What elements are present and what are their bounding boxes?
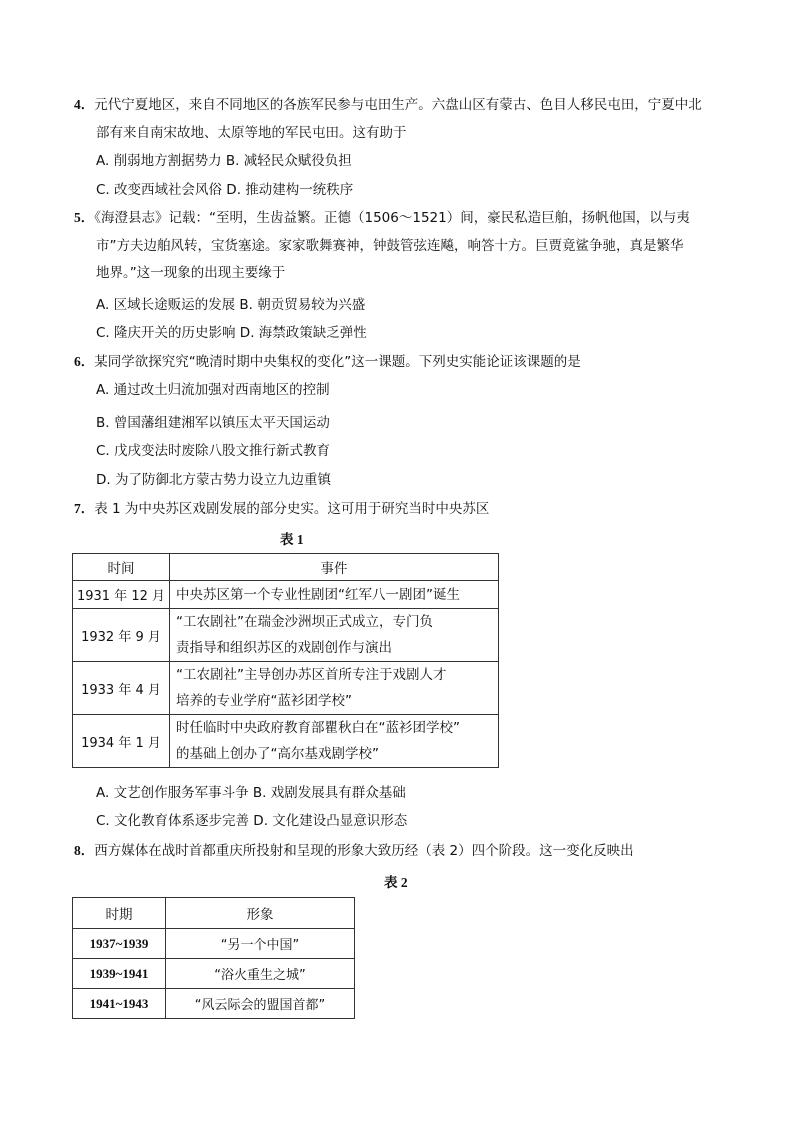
question-8-stem-line1: 8．西方媒体在战时首都重庆所投射和呈现的形象大致历经（表 2）四个阶段。这一变化反映出: [74, 843, 634, 859]
question-5-stem-line2: 市”方夫边舶风转，宝货塞途。家家歌舞赛神，钟鼓管弦连飚，响答十方。巨贾竟鲨争驰，真是繁华: [96, 238, 684, 254]
table-2-caption: 表 2: [384, 875, 408, 890]
question-5-stem-line3: 地界。”这一现象的出现主要缘于: [96, 265, 286, 281]
table-2-period-cell: 1941~1943: [73, 989, 166, 1019]
table-2-period-cell: 1937~1939: [73, 929, 166, 959]
table-1-time-cell: 1932 年 9 月: [73, 609, 170, 662]
table-1: [72, 553, 499, 768]
question-4-options-ab: A. 削弱地方割据势力 B. 减轻民众赋役负担: [96, 153, 352, 169]
question-6-option-a: A. 通过改土归流加强对西南地区的控制: [96, 382, 330, 398]
question-5-number: 5．: [74, 210, 95, 225]
table-2-image-cell: “风云际会的盟国首都”: [166, 989, 355, 1019]
table-2-header-period: 时期: [73, 898, 166, 929]
table-1-event-cell: “工农剧社”主导创办苏区首所专注于戏剧人才 培养的专业学府“蓝衫团学校”: [170, 662, 499, 715]
table-row: [73, 989, 355, 1019]
question-7-number: 7．: [74, 501, 95, 516]
table-row: [73, 581, 499, 609]
question-8-number: 8．: [74, 843, 95, 858]
table-1-time-cell: 1931 年 12 月: [73, 581, 170, 609]
table-1-caption: 表 1: [280, 532, 304, 547]
table-1-time-cell: 1933 年 4 月: [73, 662, 170, 715]
table-1-header-time: 时间: [73, 554, 170, 581]
question-4-stem-line2: 部有来自南宋故地、太原等地的军民屯田。这有助于: [96, 125, 407, 141]
question-7-options-ab: A. 文艺创作服务军事斗争 B. 戏剧发展具有群众基础: [96, 785, 406, 801]
question-6-number: 6．: [74, 354, 95, 369]
question-6-stem-line1: 6．某同学欲探究究“晚清时期中央集权的变化”这一课题。下列史实能论证该课题的是: [74, 354, 581, 370]
table-2-image-cell: “浴火重生之城”: [166, 959, 355, 989]
question-5-stem-line1: 5．《海澄县志》记载：“至明，生齿益繁。正德（1506～1521）间，豪民私造巨舶，扬帆他国，以与夷: [74, 210, 690, 226]
table-2-image-cell: “另一个中国”: [166, 929, 355, 959]
question-4-number: 4．: [74, 97, 95, 112]
table-1-event-cell: 中央苏区第一个专业性剧团“红军八一剧团”诞生: [170, 581, 499, 609]
question-7-stem-line1: 7．表 1 为中央苏区戏剧发展的部分史实。这可用于研究当时中央苏区: [74, 501, 490, 517]
question-6-option-d: D. 为了防御北方蒙古势力设立九边重镇: [96, 472, 331, 488]
table-row: [73, 715, 499, 768]
table-1-time-cell: 1934 年 1 月: [73, 715, 170, 768]
question-6-option-b: B. 曾国藩组建湘军以镇压太平天国运动: [96, 415, 330, 431]
question-6-option-c: C. 戊戌变法时废除八股文推行新式教育: [96, 443, 331, 459]
table-2-header-image: 形象: [166, 898, 355, 929]
table-row: [73, 929, 355, 959]
table-1-event-cell: 时任临时中央政府教育部瞿秋白在“蓝衫团学校” 的基础上创办了“高尔基戏剧学校”: [170, 715, 499, 768]
question-7-options-cd: C. 文化教育体系逐步完善 D. 文化建设凸显意识形态: [96, 813, 408, 829]
question-5-options-cd: C. 隆庆开关的历史影响 D. 海禁政策缺乏弹性: [96, 325, 367, 341]
table-1-header-event: 事件: [170, 554, 499, 581]
table-row: [73, 959, 355, 989]
table-2-period-cell: 1939~1941: [73, 959, 166, 989]
table-1-event-cell: “工农剧社”在瑞金沙洲坝正式成立，专门负 责指导和组织苏区的戏剧创作与演出: [170, 609, 499, 662]
table-row: [73, 609, 499, 662]
table-2: [72, 897, 355, 1019]
question-4-options-cd: C. 改变西域社会风俗 D. 推动建构一统秩序: [96, 182, 354, 198]
question-5-options-ab: A. 区域长途贩运的发展 B. 朝贡贸易较为兴盛: [96, 297, 366, 313]
question-4-stem-line1: 4．元代宁夏地区，来自不同地区的各族军民参与屯田生产。六盘山区有蒙古、色目人移民屯田，宁夏中北: [74, 97, 702, 113]
table-row: [73, 662, 499, 715]
